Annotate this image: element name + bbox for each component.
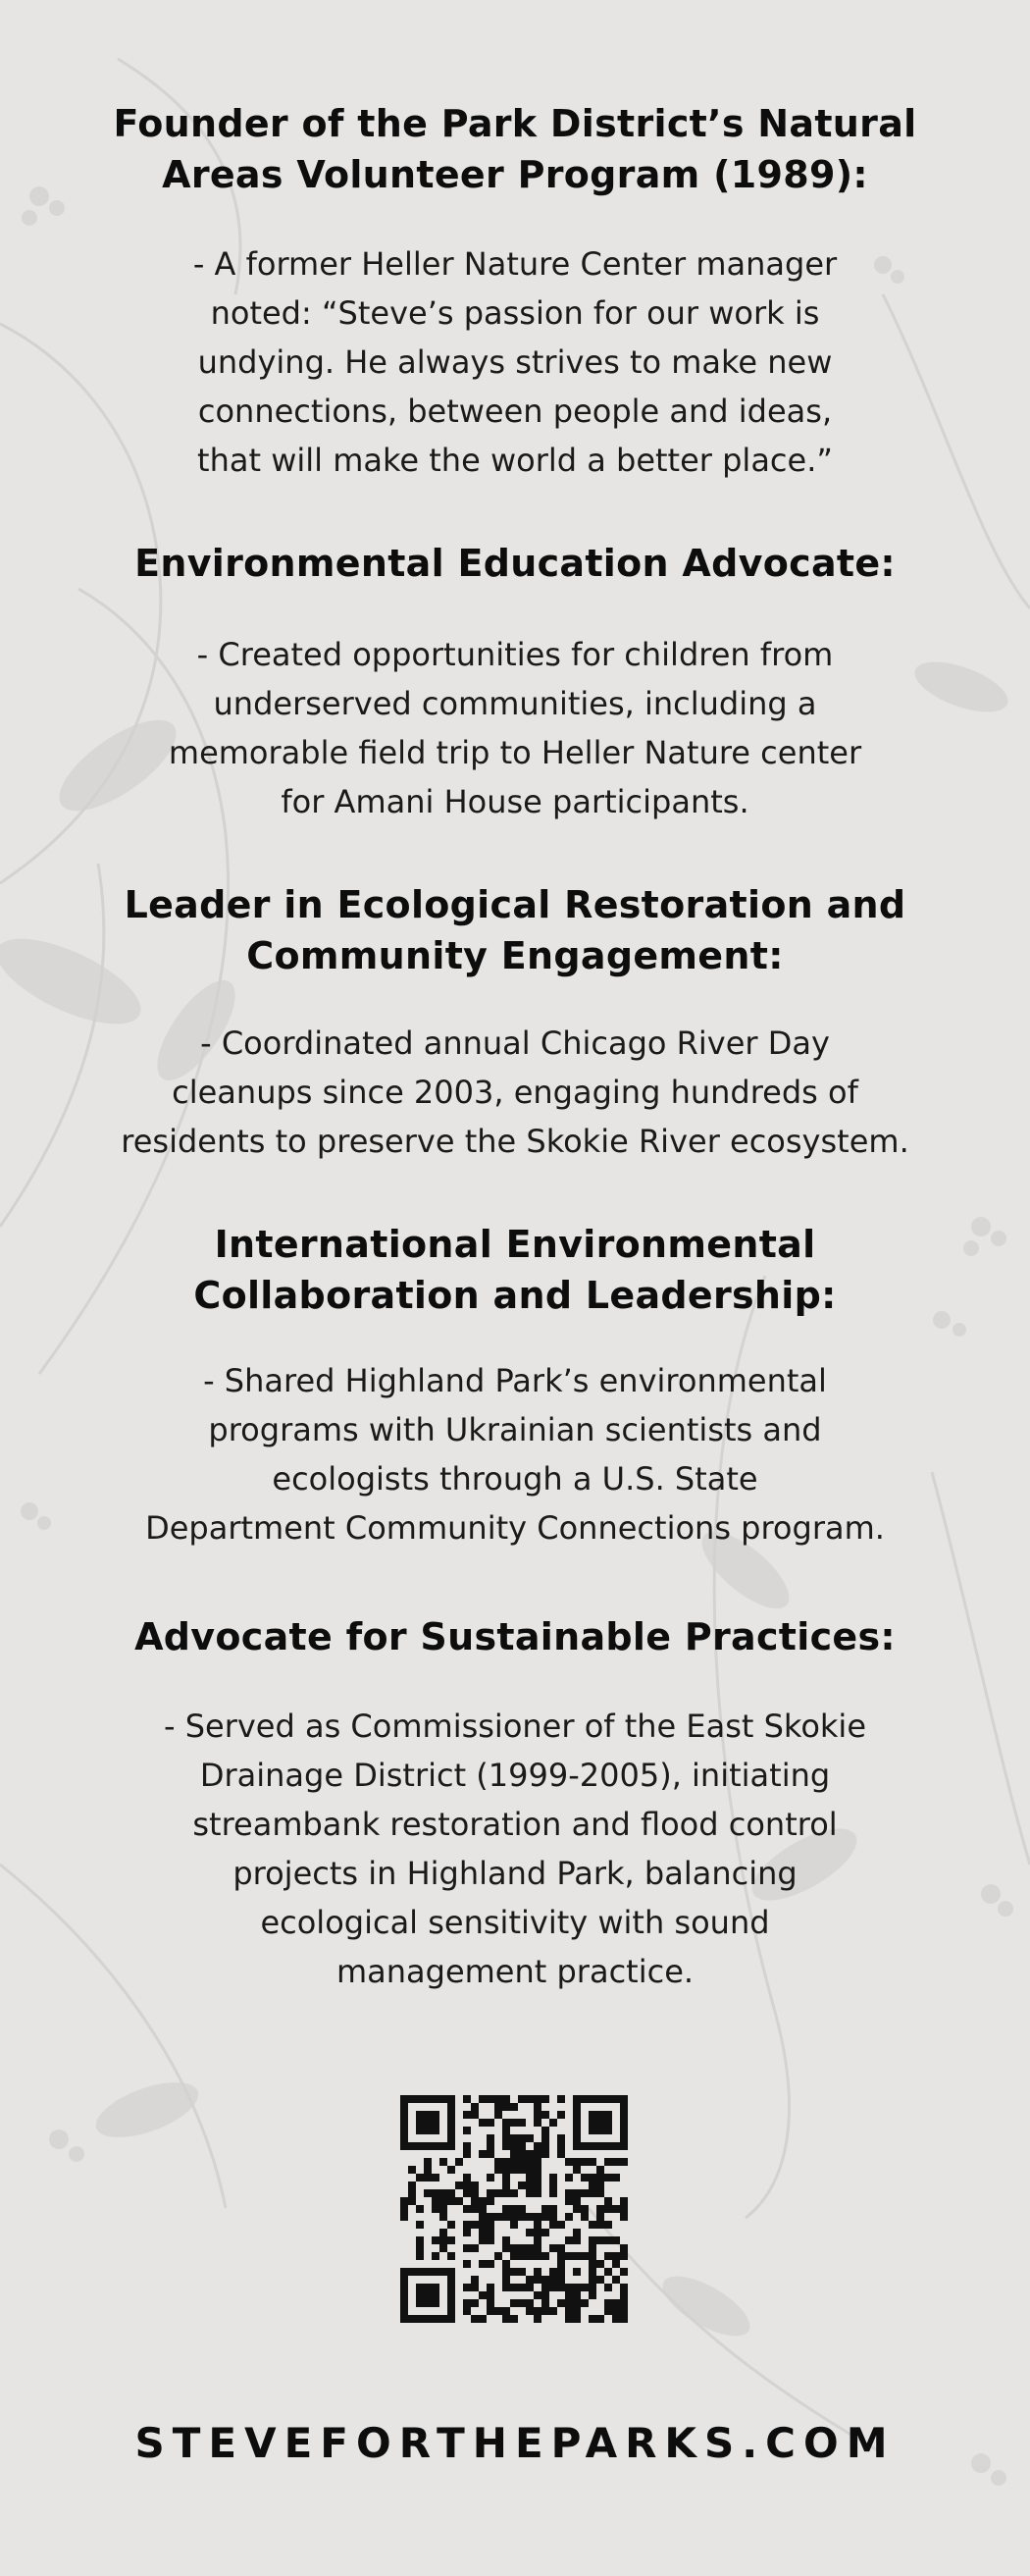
heading-line: Environmental Education Advocate: — [134, 542, 896, 585]
section-heading — [59, 879, 971, 981]
heading-line: International Environmental — [214, 1223, 816, 1266]
section-body — [59, 630, 971, 826]
body-line: undying. He always strives to make new — [197, 343, 833, 381]
qr-code-icon[interactable] — [400, 2095, 628, 2323]
heading-line: Community Engagement: — [246, 934, 784, 977]
body-line: cleanups since 2003, engaging hundreds of — [172, 1074, 858, 1111]
body-line: ecologists through a U.S. State — [272, 1460, 758, 1498]
section-sustainable-practices — [59, 1611, 971, 1996]
body-line: Department Community Connections program. — [145, 1509, 885, 1547]
qr-code-graphic — [400, 2095, 628, 2323]
heading-line: Leader in Ecological Restoration and — [124, 883, 906, 926]
body-line: projects in Highland Park, balancing — [232, 1855, 798, 1892]
heading-line: Founder of the Park District’s Natural — [113, 102, 917, 145]
body-line: that will make the world a better place.” — [197, 442, 833, 479]
section-ecological-restoration — [59, 879, 971, 1166]
body-line: for Amani House participants. — [281, 783, 749, 820]
heading-line: Areas Volunteer Program (1989): — [162, 153, 868, 196]
body-line: - Coordinated annual Chicago River Day — [200, 1025, 830, 1062]
body-line: - A former Heller Nature Center manager — [192, 245, 838, 283]
heading-line: Collaboration and Leadership: — [193, 1274, 837, 1317]
section-heading — [59, 98, 971, 200]
body-line: - Served as Commissioner of the East Skokie — [163, 1708, 866, 1745]
section-heading — [59, 1219, 971, 1321]
body-line: connections, between people and ideas, — [197, 393, 833, 430]
body-line: ecological sensitivity with sound — [260, 1904, 770, 1941]
section-body — [59, 1356, 971, 1552]
section-education-advocate — [59, 538, 971, 826]
body-line: Drainage District (1999-2005), initiating — [199, 1757, 831, 1794]
body-line: programs with Ukrainian scientists and — [208, 1411, 822, 1448]
section-body — [59, 1019, 971, 1166]
section-heading — [59, 538, 971, 589]
body-line: noted: “Steve’s passion for our work is — [210, 294, 820, 332]
section-volunteer-program — [59, 98, 971, 485]
body-line: memorable field trip to Heller Nature center — [168, 734, 862, 771]
body-line: streambank restoration and flood control — [192, 1806, 838, 1843]
body-line: underserved communities, including a — [213, 685, 817, 722]
body-line: - Shared Highland Park’s environmental — [203, 1362, 827, 1399]
website-url[interactable]: STEVEFORTHEPARKS.COM — [134, 2419, 896, 2467]
section-international-collaboration — [59, 1219, 971, 1552]
body-line: management practice. — [335, 1953, 695, 1990]
body-line: residents to preserve the Skokie River ecosystem. — [121, 1123, 909, 1160]
section-body — [59, 239, 971, 485]
heading-line: Advocate for Sustainable Practices: — [134, 1615, 896, 1658]
body-line: - Created opportunities for children from — [196, 636, 834, 673]
section-heading — [59, 1611, 971, 1662]
section-body — [59, 1702, 971, 1996]
